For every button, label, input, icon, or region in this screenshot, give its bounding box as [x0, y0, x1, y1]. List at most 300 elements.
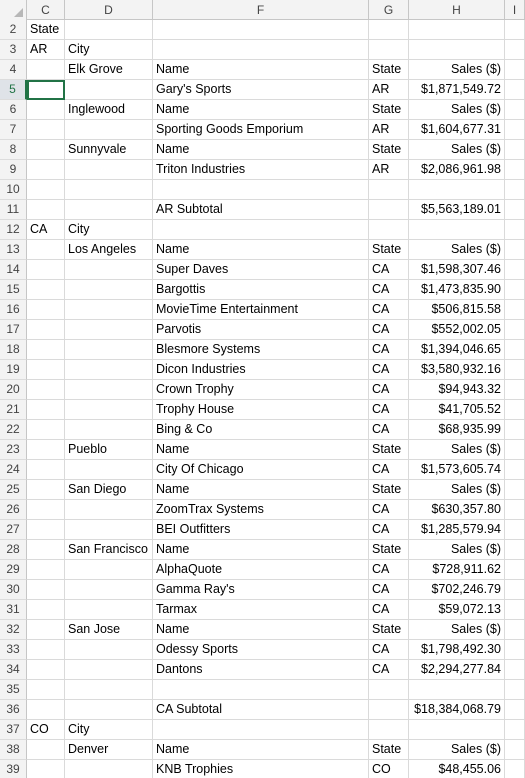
cell-f[interactable]: Name: [153, 60, 369, 80]
cell-c[interactable]: [27, 120, 65, 140]
row-header[interactable]: 18: [0, 340, 27, 360]
table-row: [0, 700, 525, 720]
cell-d[interactable]: Los Angeles: [65, 240, 153, 260]
row-header[interactable]: 31: [0, 600, 27, 620]
table-row: [0, 220, 525, 240]
table-row: [0, 640, 525, 660]
cell-g[interactable]: State: [369, 620, 409, 640]
cell-i[interactable]: [505, 140, 525, 160]
cell-h[interactable]: $94,943.32: [409, 380, 505, 400]
cell-d[interactable]: Inglewood: [65, 100, 153, 120]
table-row: [0, 420, 525, 440]
table-row: [0, 180, 525, 200]
cell-c[interactable]: [27, 520, 65, 540]
table-row: [0, 620, 525, 640]
select-all-triangle-icon: [14, 8, 23, 17]
cell-h[interactable]: Sales ($): [409, 140, 505, 160]
cell-f[interactable]: Crown Trophy: [153, 380, 369, 400]
cell-c[interactable]: [27, 300, 65, 320]
cell-h[interactable]: Sales ($): [409, 620, 505, 640]
cell-i[interactable]: [505, 620, 525, 640]
cell-h[interactable]: [409, 680, 505, 700]
cell-i[interactable]: [505, 320, 525, 340]
cell-g[interactable]: State: [369, 60, 409, 80]
row-header[interactable]: 34: [0, 660, 27, 680]
cell-c[interactable]: [27, 380, 65, 400]
cell-g[interactable]: AR: [369, 80, 409, 100]
cell-d[interactable]: Pueblo: [65, 440, 153, 460]
column-header-c[interactable]: C: [27, 0, 65, 20]
cell-f[interactable]: AlphaQuote: [153, 560, 369, 580]
cell-d[interactable]: [65, 600, 153, 620]
table-row: [0, 560, 525, 580]
cell-c[interactable]: [27, 200, 65, 220]
cell-c[interactable]: [27, 160, 65, 180]
row-header[interactable]: 16: [0, 300, 27, 320]
row-header[interactable]: 26: [0, 500, 27, 520]
cell-f[interactable]: Gary's Sports: [153, 80, 369, 100]
row-header[interactable]: 38: [0, 740, 27, 760]
row-header[interactable]: 36: [0, 700, 27, 720]
cell-f[interactable]: KNB Trophies: [153, 760, 369, 778]
column-header-h[interactable]: H: [409, 0, 505, 20]
cell-g[interactable]: [369, 680, 409, 700]
cell-d[interactable]: [65, 460, 153, 480]
table-row: [0, 740, 525, 760]
cell-d[interactable]: [65, 500, 153, 520]
table-row: [0, 660, 525, 680]
cell-i[interactable]: [505, 220, 525, 240]
cell-g[interactable]: CA: [369, 320, 409, 340]
cell-c[interactable]: [27, 600, 65, 620]
cell-i[interactable]: [505, 640, 525, 660]
cell-d[interactable]: Sunnyvale: [65, 140, 153, 160]
row-header[interactable]: 10: [0, 180, 27, 200]
cell-f[interactable]: Bargottis: [153, 280, 369, 300]
cell-c[interactable]: [27, 140, 65, 160]
cell-c[interactable]: [27, 560, 65, 580]
cell-g[interactable]: CA: [369, 560, 409, 580]
cell-h[interactable]: Sales ($): [409, 440, 505, 460]
cell-grid: [0, 20, 525, 778]
cell-f[interactable]: ZoomTrax Systems: [153, 500, 369, 520]
cell-f[interactable]: [153, 680, 369, 700]
cell-i[interactable]: [505, 160, 525, 180]
cell-g[interactable]: [369, 220, 409, 240]
cell-d[interactable]: [65, 580, 153, 600]
cell-i[interactable]: [505, 40, 525, 60]
cell-i[interactable]: [505, 560, 525, 580]
cell-f[interactable]: Odessy Sports: [153, 640, 369, 660]
column-header-f[interactable]: F: [153, 0, 369, 20]
cell-c[interactable]: [27, 240, 65, 260]
row-header[interactable]: 9: [0, 160, 27, 180]
cell-c[interactable]: [27, 580, 65, 600]
cell-g[interactable]: State: [369, 100, 409, 120]
cell-g[interactable]: CA: [369, 660, 409, 680]
cell-h[interactable]: Sales ($): [409, 100, 505, 120]
cell-f[interactable]: [153, 20, 369, 40]
cell-f[interactable]: Tarmax: [153, 600, 369, 620]
cell-g[interactable]: State: [369, 740, 409, 760]
cell-d[interactable]: San Jose: [65, 620, 153, 640]
cell-h[interactable]: Sales ($): [409, 740, 505, 760]
row-header[interactable]: 8: [0, 140, 27, 160]
cell-g[interactable]: [369, 180, 409, 200]
row-header[interactable]: 17: [0, 320, 27, 340]
cell-i[interactable]: [505, 80, 525, 100]
cell-g[interactable]: CA: [369, 360, 409, 380]
table-row: [0, 40, 525, 60]
cell-c[interactable]: [27, 700, 65, 720]
row-header[interactable]: 35: [0, 680, 27, 700]
cell-d[interactable]: [65, 300, 153, 320]
cell-f[interactable]: Name: [153, 540, 369, 560]
cell-c[interactable]: [27, 400, 65, 420]
cell-i[interactable]: [505, 600, 525, 620]
cell-i[interactable]: [505, 580, 525, 600]
row-header[interactable]: 6: [0, 100, 27, 120]
cell-c[interactable]: [27, 320, 65, 340]
cell-f[interactable]: Trophy House: [153, 400, 369, 420]
cell-h[interactable]: [409, 40, 505, 60]
cell-d[interactable]: [65, 320, 153, 340]
cell-d[interactable]: [65, 560, 153, 580]
cell-d[interactable]: [65, 420, 153, 440]
cell-h[interactable]: $702,246.79: [409, 580, 505, 600]
cell-f[interactable]: Name: [153, 620, 369, 640]
row-header[interactable]: 14: [0, 260, 27, 280]
cell-c[interactable]: [27, 340, 65, 360]
cell-c[interactable]: [27, 460, 65, 480]
cell-d[interactable]: [65, 760, 153, 778]
cell-d[interactable]: San Diego: [65, 480, 153, 500]
cell-d[interactable]: [65, 700, 153, 720]
cell-g[interactable]: CA: [369, 260, 409, 280]
cell-g[interactable]: AR: [369, 120, 409, 140]
cell-f[interactable]: CA Subtotal: [153, 700, 369, 720]
cell-i[interactable]: [505, 20, 525, 40]
cell-i[interactable]: [505, 720, 525, 740]
cell-g[interactable]: [369, 700, 409, 720]
cell-h[interactable]: $59,072.13: [409, 600, 505, 620]
cell-g[interactable]: State: [369, 440, 409, 460]
cell-i[interactable]: [505, 380, 525, 400]
cell-c[interactable]: [27, 180, 65, 200]
row-header[interactable]: 20: [0, 380, 27, 400]
cell-c[interactable]: [27, 360, 65, 380]
cell-d[interactable]: [65, 80, 153, 100]
cell-c[interactable]: [27, 440, 65, 460]
cell-c[interactable]: [27, 480, 65, 500]
row-header[interactable]: 2: [0, 20, 27, 40]
cell-f[interactable]: [153, 180, 369, 200]
cell-f[interactable]: Name: [153, 480, 369, 500]
cell-i[interactable]: [505, 60, 525, 80]
cell-g[interactable]: CA: [369, 520, 409, 540]
column-header-d[interactable]: D: [65, 0, 153, 20]
cell-h[interactable]: $68,935.99: [409, 420, 505, 440]
row-header[interactable]: 15: [0, 280, 27, 300]
row-header[interactable]: 29: [0, 560, 27, 580]
select-all-button[interactable]: [0, 0, 27, 20]
cell-c[interactable]: AR: [27, 40, 65, 60]
row-header[interactable]: 23: [0, 440, 27, 460]
row-header[interactable]: 4: [0, 60, 27, 80]
cell-h[interactable]: $1,285,579.94: [409, 520, 505, 540]
column-header-row: [0, 0, 525, 20]
cell-f[interactable]: Triton Industries: [153, 160, 369, 180]
cell-g[interactable]: [369, 20, 409, 40]
cell-i[interactable]: [505, 400, 525, 420]
cell-d[interactable]: [65, 260, 153, 280]
cell-c[interactable]: [27, 660, 65, 680]
column-header-i[interactable]: I: [505, 0, 525, 20]
cell-h[interactable]: $1,394,046.65: [409, 340, 505, 360]
cell-i[interactable]: [505, 740, 525, 760]
cell-f[interactable]: Dantons: [153, 660, 369, 680]
cell-i[interactable]: [505, 120, 525, 140]
cell-i[interactable]: [505, 760, 525, 778]
cell-d[interactable]: [65, 400, 153, 420]
cell-g[interactable]: [369, 720, 409, 740]
cell-i[interactable]: [505, 420, 525, 440]
cell-g[interactable]: CA: [369, 600, 409, 620]
cell-c[interactable]: [27, 680, 65, 700]
cell-c[interactable]: [27, 80, 65, 100]
cell-i[interactable]: [505, 520, 525, 540]
cell-c[interactable]: [27, 260, 65, 280]
table-row: [0, 520, 525, 540]
table-row: [0, 360, 525, 380]
cell-c[interactable]: CA: [27, 220, 65, 240]
cell-f[interactable]: MovieTime Entertainment: [153, 300, 369, 320]
cell-f[interactable]: Parvotis: [153, 320, 369, 340]
row-header[interactable]: 13: [0, 240, 27, 260]
cell-f[interactable]: BEI Outfitters: [153, 520, 369, 540]
cell-i[interactable]: [505, 540, 525, 560]
cell-f[interactable]: Name: [153, 240, 369, 260]
cell-f[interactable]: Name: [153, 440, 369, 460]
cell-h[interactable]: $5,563,189.01: [409, 200, 505, 220]
row-header[interactable]: 24: [0, 460, 27, 480]
cell-d[interactable]: City: [65, 220, 153, 240]
row-header[interactable]: 19: [0, 360, 27, 380]
cell-h[interactable]: $1,871,549.72: [409, 80, 505, 100]
cell-f[interactable]: Gamma Ray's: [153, 580, 369, 600]
cell-d[interactable]: [65, 640, 153, 660]
row-header[interactable]: 7: [0, 120, 27, 140]
cell-i[interactable]: [505, 280, 525, 300]
cell-d[interactable]: [65, 520, 153, 540]
cell-i[interactable]: [505, 180, 525, 200]
cell-g[interactable]: CA: [369, 500, 409, 520]
cell-i[interactable]: [505, 500, 525, 520]
cell-d[interactable]: City: [65, 40, 153, 60]
cell-i[interactable]: [505, 100, 525, 120]
cell-d[interactable]: [65, 380, 153, 400]
row-header[interactable]: 37: [0, 720, 27, 740]
cell-i[interactable]: [505, 260, 525, 280]
cell-c[interactable]: [27, 760, 65, 778]
cell-c[interactable]: [27, 60, 65, 80]
cell-d[interactable]: [65, 120, 153, 140]
cell-h[interactable]: $1,573,605.74: [409, 460, 505, 480]
cell-g[interactable]: State: [369, 240, 409, 260]
cell-h[interactable]: $630,357.80: [409, 500, 505, 520]
table-row: [0, 80, 525, 100]
cell-g[interactable]: [369, 200, 409, 220]
cell-f[interactable]: Name: [153, 740, 369, 760]
cell-h[interactable]: $552,002.05: [409, 320, 505, 340]
cell-d[interactable]: [65, 660, 153, 680]
cell-f[interactable]: [153, 720, 369, 740]
cell-c[interactable]: [27, 640, 65, 660]
row-header[interactable]: 22: [0, 420, 27, 440]
row-header[interactable]: 27: [0, 520, 27, 540]
cell-h[interactable]: Sales ($): [409, 240, 505, 260]
cell-i[interactable]: [505, 360, 525, 380]
cell-h[interactable]: $1,598,307.46: [409, 260, 505, 280]
row-header[interactable]: 33: [0, 640, 27, 660]
cell-h[interactable]: [409, 720, 505, 740]
cell-g[interactable]: State: [369, 540, 409, 560]
cell-d[interactable]: City: [65, 720, 153, 740]
cell-d[interactable]: Denver: [65, 740, 153, 760]
cell-f[interactable]: [153, 40, 369, 60]
cell-g[interactable]: CA: [369, 380, 409, 400]
cell-h[interactable]: $1,473,835.90: [409, 280, 505, 300]
cell-d[interactable]: [65, 160, 153, 180]
table-row: [0, 260, 525, 280]
cell-h[interactable]: $1,798,492.30: [409, 640, 505, 660]
row-header[interactable]: 5: [0, 80, 27, 100]
cell-c[interactable]: CO: [27, 720, 65, 740]
cell-f[interactable]: Name: [153, 100, 369, 120]
cell-g[interactable]: CO: [369, 760, 409, 778]
cell-g[interactable]: State: [369, 140, 409, 160]
cell-f[interactable]: Name: [153, 140, 369, 160]
cell-h[interactable]: $48,455.06: [409, 760, 505, 778]
row-header[interactable]: 11: [0, 200, 27, 220]
cell-h[interactable]: Sales ($): [409, 60, 505, 80]
cell-g[interactable]: CA: [369, 460, 409, 480]
table-row: [0, 720, 525, 740]
row-header[interactable]: 21: [0, 400, 27, 420]
cell-c[interactable]: [27, 280, 65, 300]
table-row: [0, 160, 525, 180]
cell-i[interactable]: [505, 460, 525, 480]
cell-i[interactable]: [505, 240, 525, 260]
cell-c[interactable]: [27, 620, 65, 640]
cell-g[interactable]: CA: [369, 340, 409, 360]
table-row: [0, 200, 525, 220]
table-row: [0, 460, 525, 480]
row-header[interactable]: 39: [0, 760, 27, 778]
cell-g[interactable]: CA: [369, 420, 409, 440]
cell-h[interactable]: [409, 180, 505, 200]
cell-f[interactable]: Bing & Co: [153, 420, 369, 440]
cell-h[interactable]: $3,580,932.16: [409, 360, 505, 380]
cell-d[interactable]: [65, 200, 153, 220]
cell-f[interactable]: Super Daves: [153, 260, 369, 280]
row-header[interactable]: 28: [0, 540, 27, 560]
row-header[interactable]: 12: [0, 220, 27, 240]
cell-c[interactable]: State: [27, 20, 65, 40]
cell-c[interactable]: [27, 740, 65, 760]
cell-f[interactable]: [153, 220, 369, 240]
cell-c[interactable]: [27, 500, 65, 520]
cell-d[interactable]: [65, 20, 153, 40]
cell-d[interactable]: San Francisco: [65, 540, 153, 560]
cell-g[interactable]: CA: [369, 280, 409, 300]
row-header[interactable]: 25: [0, 480, 27, 500]
cell-g[interactable]: State: [369, 480, 409, 500]
table-row: [0, 540, 525, 560]
cell-i[interactable]: [505, 700, 525, 720]
cell-h[interactable]: $1,604,677.31: [409, 120, 505, 140]
cell-i[interactable]: [505, 660, 525, 680]
cell-f[interactable]: Dicon Industries: [153, 360, 369, 380]
cell-g[interactable]: [369, 40, 409, 60]
cell-h[interactable]: $2,294,277.84: [409, 660, 505, 680]
row-header[interactable]: 3: [0, 40, 27, 60]
table-row: [0, 320, 525, 340]
cell-d[interactable]: [65, 280, 153, 300]
cell-i[interactable]: [505, 200, 525, 220]
cell-g[interactable]: CA: [369, 640, 409, 660]
cell-d[interactable]: [65, 340, 153, 360]
cell-i[interactable]: [505, 300, 525, 320]
row-header[interactable]: 30: [0, 580, 27, 600]
cell-h[interactable]: $506,815.58: [409, 300, 505, 320]
cell-h[interactable]: [409, 220, 505, 240]
cell-h[interactable]: $18,384,068.79: [409, 700, 505, 720]
cell-g[interactable]: AR: [369, 160, 409, 180]
cell-f[interactable]: AR Subtotal: [153, 200, 369, 220]
table-row: [0, 300, 525, 320]
cell-f[interactable]: City Of Chicago: [153, 460, 369, 480]
cell-i[interactable]: [505, 340, 525, 360]
cell-h[interactable]: Sales ($): [409, 480, 505, 500]
cell-h[interactable]: [409, 20, 505, 40]
cell-i[interactable]: [505, 480, 525, 500]
cell-h[interactable]: $41,705.52: [409, 400, 505, 420]
cell-d[interactable]: [65, 680, 153, 700]
cell-d[interactable]: [65, 360, 153, 380]
cell-g[interactable]: CA: [369, 300, 409, 320]
table-row: [0, 20, 525, 40]
cell-d[interactable]: Elk Grove: [65, 60, 153, 80]
table-row: [0, 280, 525, 300]
cell-h[interactable]: $728,911.62: [409, 560, 505, 580]
cell-d[interactable]: [65, 180, 153, 200]
cell-f[interactable]: Blesmore Systems: [153, 340, 369, 360]
cell-h[interactable]: $2,086,961.98: [409, 160, 505, 180]
cell-f[interactable]: Sporting Goods Emporium: [153, 120, 369, 140]
cell-c[interactable]: [27, 540, 65, 560]
table-row: [0, 480, 525, 500]
cell-h[interactable]: Sales ($): [409, 540, 505, 560]
column-header-g[interactable]: G: [369, 0, 409, 20]
cell-c[interactable]: [27, 420, 65, 440]
cell-i[interactable]: [505, 440, 525, 460]
cell-g[interactable]: CA: [369, 400, 409, 420]
cell-c[interactable]: [27, 100, 65, 120]
row-header[interactable]: 32: [0, 620, 27, 640]
cell-g[interactable]: CA: [369, 580, 409, 600]
cell-i[interactable]: [505, 680, 525, 700]
